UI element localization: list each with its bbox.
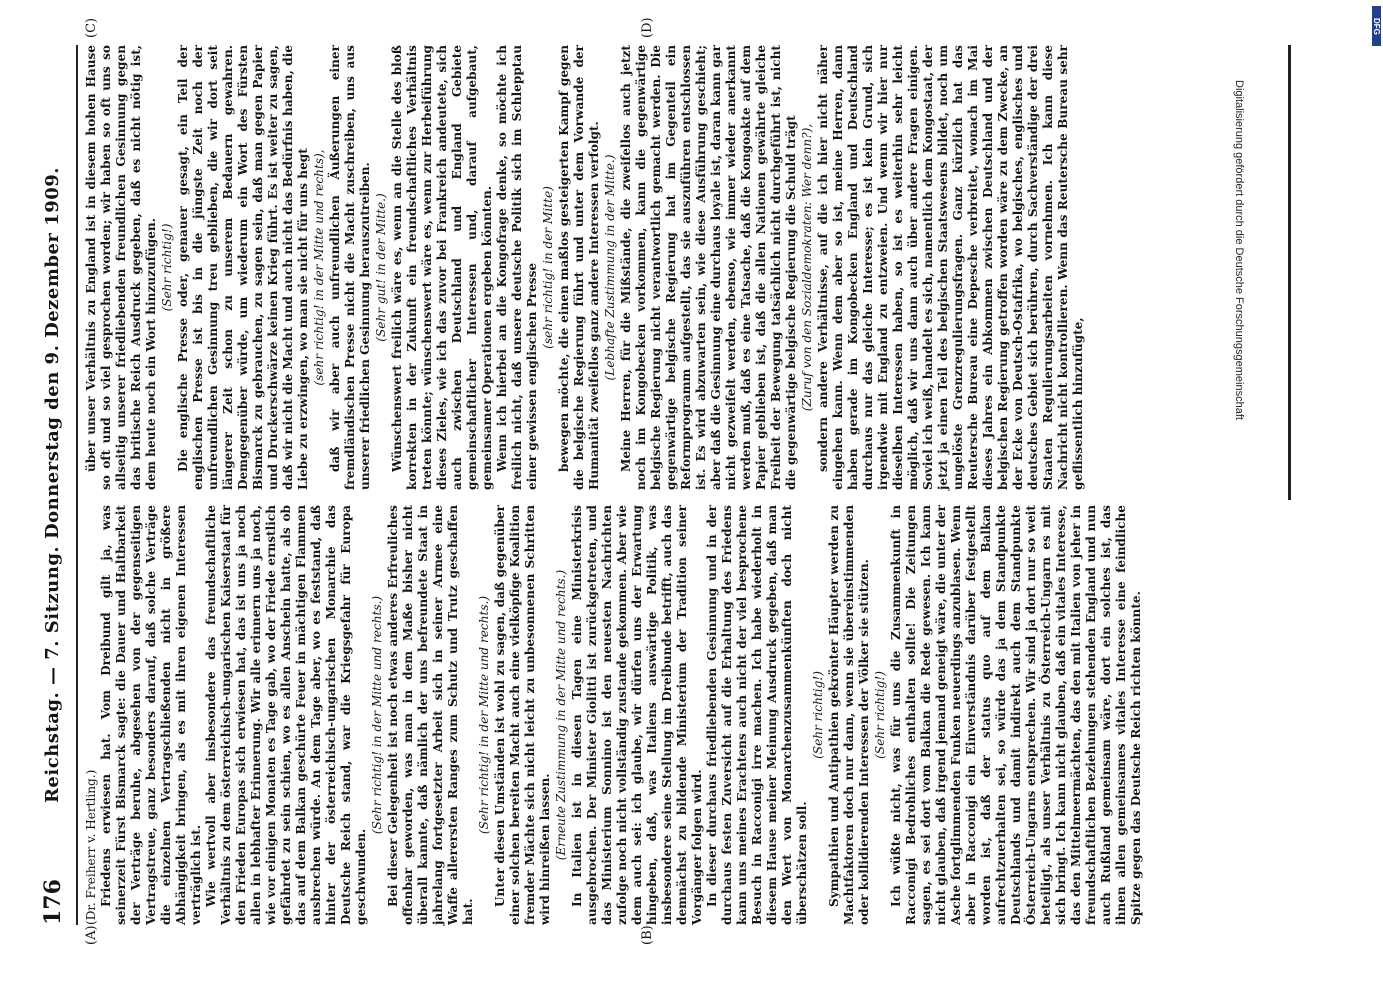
paragraph: Ich wüßte nicht, was für uns die Zusammenkunft in Racconigi Bedrohliches enthalten sollte! Die Zeitungen sagen, es sei dort vom Balkan die Rede gewesen. Ich kann nicht glauben, daß irgend jemand geneigt wäre, die unter der Asche fortglimmenden Funken neuerdings anzublasen. Wenn aber in Racconigi ein Einverständnis darüber festgestellt worden ist, daß der status quo auf dem Balkan aufrechtzuerhalten sei, so würde das ja dem Standpunkte Deutschlands und damit indirekt auch dem Standpunkte Österreich-Ungarns entsprechen. Wir sind ja dort nur so weit beteiligt, als unser Verhältnis zu Österreich-Ungarn es mit sich bringt. Ich kann nicht glauben, daß ein vitales Interesse, das den Mittelmeermächten, das den mit Italien von jeher in freundschaftlichen Beziehungen stehenden England und nun auch Rußland gemeinsam wäre, dort ein solches ist, das ihnen allen gemeinsames vitales Interesse eine feindliche Spitze gegen das Deutsche Reich richten könnte. xyxy=(889,505,1143,925)
paragraph: In Italien ist in diesen Tagen eine Ministerkrisis ausgebrochen. Der Minister Giolitti ist zurückgetreten, und das Ministerium Sonnino ist den neuesten Nachrichten zufolge noch nicht vollständig zustande gekommen. Aber wie dem auch sei: ich glaube, wir dürfen uns der Erwartung hingeben, daß, was Italiens auswärtige Politik, was insbesondere seine Stellung im Dreibunde betrifft, auch das demnächst zu bildende Ministerium der Tradition seiner Vorgänger folgen wird. xyxy=(570,505,704,925)
margin-marker-a: (A) xyxy=(84,925,99,945)
speaker-name: (Dr. Freiherr v. Hertling.) xyxy=(84,769,98,925)
page-number: 176 xyxy=(40,879,66,925)
paragraph: Meine Herren, für die Mißstände, die zweifellos auch jetzt noch im Kongobecken vorkommen, kann die gegenwärtige belgische Regierung nicht verantwortlich gemacht werden. Die gegenwärtige belgische Regierung hat im Gegenteil ein Reformprogramm aufgestellt, das sie auszuführen entschlossen ist. Es wird abzuwarten sein, wie diese Ausführung geschieht; aber daß die Gesinnung eine durchaus loyale ist, daran kann gar nicht gezweifelt werden, ebenso, wie immer wieder anerkannt werden muß, daß es eine Tatsache, daß die Kongoakte auf dem Papier geblieben ist, daß die allen Nationen gewährte gleiche Freiheit der Bewegung tatsächlich nicht durchgeführt ist, nicht die gegenwärtige belgische Regierung die Schuld trägt xyxy=(619,45,798,490)
paragraph: über unser Verhältnis zu England ist in diesem hohen Hause so oft und so viel gesprochen worden; wir haben so oft uns so allseitig unserer friedliebenden freundlichen Gesinnung gegen das britische Reich Ausdruck gegeben, daß es nicht nötig ist, dem heute noch ein Wort hinzuzufügen. xyxy=(84,45,158,490)
margin-marker-d: (D) xyxy=(640,17,655,38)
interjection: (Erneute Zustimmung in der Mitte und rechts.) xyxy=(554,569,568,861)
paragraph: Wenn ich hierbei an die Kongofrage denke, so möchte ich freilich nicht, daß unsere deutsche Politik sich im Schlepptau einer gewissen englischen Presse xyxy=(495,45,539,490)
interjection: (sehr richtig! in der Mitte und rechts), xyxy=(312,149,326,386)
right-column xyxy=(84,45,1086,490)
margin-marker-b: (B) xyxy=(640,925,655,945)
interjection: (sehr richtig! in der Mitte) xyxy=(541,186,555,349)
paragraph: daß wir aber auch unfreundlichen Äußerungen einer fremdländischen Presse nicht die Macht zuschreiben, uns aus unserer friedlichen Gesinnung herauszutreiben. xyxy=(328,45,372,490)
page-header xyxy=(40,45,70,925)
interjection: (Sehr richtig!) xyxy=(160,223,174,312)
paragraph: Die englische Presse oder, genauer gesagt, ein Teil der englischen Presse ist bis in die jüngste Zeit noch der unfreundlichen Gesinnung treu geblieben, die wir dort seit längerer Zeit schon zu unserem Bedauern gewahren. Demgegenüber würde, um wiederum ein Wort des Fürsten Bismarck zu gebrauchen, zu sagen sein, daß man gegen Papier und Druckerschwärze keinen Krieg führt. Es ist weiter zu sagen, daß wir nicht die Macht und auch nicht das Bedürfnis haben, die Liebe zu erzwingen, wo man sie nicht für uns hegt xyxy=(176,45,310,490)
left-column xyxy=(84,505,1144,925)
interjection: (Zuruf von den Sozialdemokraten: Wer denn?), xyxy=(800,123,814,412)
paragraph: bewegen möchte, die einen maßlos gesteigerten Kampf gegen die belgische Regierung führt und unter dem Vorwande der Humanität zweifellos ganz andere Interessen verfolgt. xyxy=(557,45,601,490)
interjection: (Sehr richtig!) xyxy=(873,671,887,759)
paragraph: In dieser durchaus friedliebenden Gesinnung und in der durchaus festen Zuversicht auf die Erhaltung des Friedens kann uns meines Erachtens auch nicht der viel besprochene Besuch in Racconigi irre machen. Ich habe wiederholt in diesem Hause meiner Meinung Ausdruck gegeben, daß man den Wert von Monarchenzusammenkünften doch nicht überschätzen soll. xyxy=(705,505,809,925)
paragraph: Sympathien und Antipathien gekrönter Häupter werden zu Machtfaktoren doch nur dann, wenn sie übereinstimmenden oder kollidierenden Interessen der Völker sie stützen. xyxy=(827,505,871,925)
paragraph: Unter diesen Umständen ist wohl zu sagen, daß gegenüber einer solchen bereiten Macht auch eine vielköpfige Koalition fremder Mächte sich nicht leicht zu unbesonnenen Schritten wird hinreißen lassen. xyxy=(493,505,552,925)
paragraph: Friedens erwiesen hat. Vom Dreibund gilt ja, was seinerzeit Fürst Bismarck sagte: die Dauer und Haltbarkeit der Verträge beruhe, abgesehen von der gegenseitigen Vertragstreue, ganz besonders darauf, daß solche Verträge die einzelnen Vertragschließenden nicht in größere Abhängigkeit bringen, als es mit ihren eigenen Interessen verträglich ist. xyxy=(99,505,203,925)
interjection: (Sehr richtig!) xyxy=(811,671,825,759)
paragraph: Bei dieser Gelegenheit ist noch etwas anderes Erfreuliches offenbar geworden, was man in dem Maße bisher nicht überall kannte, daß nämlich der uns befreundete Staat in jahrelang fortgesetzter Arbeit sich in seiner Armee eine Waffe allerersten Ranges zum Schutz und Trutz geschaffen hat. xyxy=(386,505,475,925)
dfg-logo: DFG xyxy=(1372,6,1381,46)
paragraph: Wünschenswert freilich wäre es, wenn an die Stelle des bloß korrekten in der Zukunft ein freundschaftliches Verhältnis treten könnte; wünschenswert wäre es, wenn zur Herbeiführung dieses Zieles, wie ich das zuvor bei Frankreich andeutete, sich auch zwischen Deutschland und England Gebiete gemeinschaftlicher Interessen und, darauf aufgebaut, gemeinsamer Operationen ergeben könnten. xyxy=(390,45,494,490)
header-rule xyxy=(76,45,78,925)
interjection: (Sehr richtig! in der Mitte und rechts.) xyxy=(477,595,491,835)
interjection: (Sehr gut! in der Mitte.) xyxy=(374,193,388,342)
column-end-rule xyxy=(1288,45,1291,500)
margin-marker-c: (C) xyxy=(84,17,99,38)
paragraph: sondern andere Verhältnisse, auf die ich hier nicht näher eingehen kann. Wenn dem aber so ist, meine Herren, dann haben gerade im Kongobecken England und Deutschland durchaus nur das gleiche Interesse; es ist kein Grund, sich irgendwie mit England zu entzweien. Und wenn wir hier nur dieselben Interessen haben, so ist es weiterhin sehr leicht möglich, daß wir uns dann auch über andere Fragen einigen. Soviel ich weiß, handelt es sich, namentlich dem Kongostaat, der jetzt ja einen Teil des belgischen Staatswesens bildet, noch um ungelöste Grenzregulierungsfragen. Ganz kürzlich hat das Reutersche Bureau eine Depesche verbreitet, wonach im Mai dieses Jahres ein Abkommen zwischen Deutschland und der belgischen Regierung getroffen worden wäre zu dem Zwecke, an der Ecke von Deutsch-Ostafrika, wo belgisches, englisches und deutsches Gebiet sich berühren, durch Sachverständige der drei Staaten Regulierungsarbeiten vornehmen. Ich kann diese Nachricht nicht kontrollieren. Wenn das Reutersche Bureau sehr geflissentlich hinzufügte, xyxy=(816,45,1085,490)
interjection: (Sehr richtig! in der Mitte und rechts.) xyxy=(370,595,384,835)
interjection: (Lebhafte Zustimmung in der Mitte.) xyxy=(603,154,617,381)
digitization-credit: Digitalisierung gefördert durch die Deutsche Forschungsgemeinschaft xyxy=(1233,80,1245,420)
paragraph: Wie wertvoll aber insbesondere das freundschaftliche Verhältnis zu dem österreichisch-ungarischen Kaiserstaat für den Frieden Europas sich erwiesen hat, das ist uns ja noch allen in lebhafter Erinnerung. Wir alle erinnern uns ja noch, wie vor einigen Monaten es Tage gab, wo der Friede ernstlich gefährdet zu sein schien, wo es allen Anschein hatte, als ob das auf dem Balkan geschürte Feuer in mächtigen Flammen ausbrechen würde. An dem Tage aber, wo es feststand, daß hinter der österreichisch-ungarischen Monarchie das Deutsche Reich stand, war die Kriegsgefahr für Europa geschwunden. xyxy=(204,505,368,925)
page-title: Reichstag. — 7. Sitzung. Donnerstag den 9. Dezember 1909. xyxy=(42,166,63,804)
